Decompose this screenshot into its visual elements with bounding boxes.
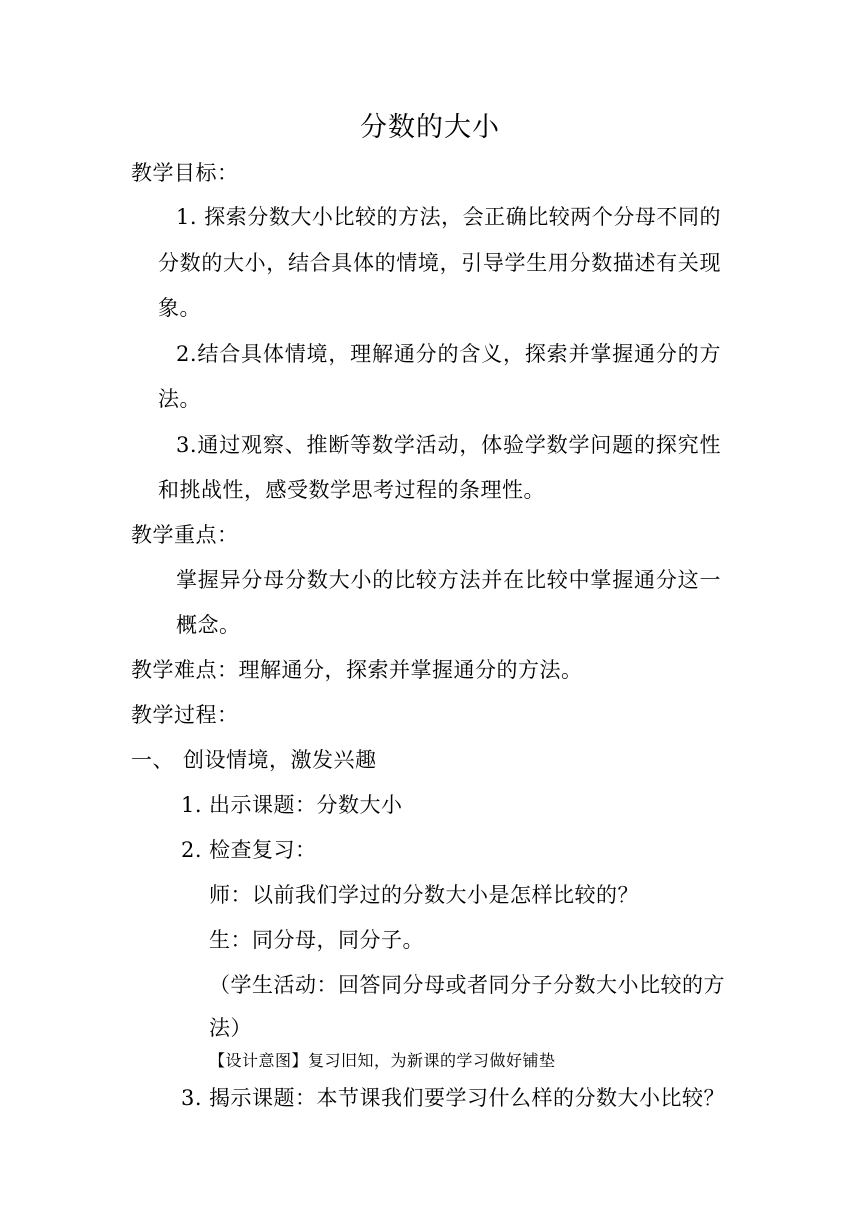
step-3-text: 揭示课题：本节课我们要学习什么样的分数大小比较？: [209, 1086, 725, 1110]
goal-1-line-1: 1. 探索分数大小比较的方法，会正确比较两个分母不同的: [176, 205, 721, 229]
key-point-line-1: 掌握异分母分数大小的比较方法并在比较中掌握通分这一: [176, 568, 721, 592]
section-1-title: 创设情境，激发兴趣: [183, 748, 377, 772]
goals-heading: 教学目标：: [131, 161, 239, 185]
step-3-number: 3.: [181, 1086, 203, 1110]
goal-1-line-3: 象。: [158, 296, 201, 320]
difficulty-line: 教学难点：理解通分，探索并掌握通分的方法。: [131, 658, 583, 682]
step-1-number: 1.: [181, 793, 203, 817]
student-answer: 生：同分母，同分子。: [209, 928, 424, 952]
teacher-question: 师：以前我们学过的分数大小是怎样比较的？: [209, 883, 639, 907]
design-intent-note: 【设计意图】复习旧知，为新课的学习做好铺垫: [209, 1051, 556, 1070]
goal-2-line-1: 2.结合具体情境，理解通分的含义，探索并掌握通分的方: [176, 342, 721, 366]
page-title: 分数的大小: [360, 112, 500, 143]
goal-2-line-2: 法。: [158, 387, 201, 411]
step-2-text: 检查复习：: [209, 838, 317, 862]
activity-line-1: （学生活动：回答同分母或者同分子分数大小比较的方: [209, 973, 725, 997]
step-2-number: 2.: [181, 838, 203, 862]
section-1-number: 一、: [131, 748, 174, 772]
process-heading: 教学过程：: [131, 703, 239, 727]
goal-1-line-2: 分数的大小，结合具体的情境，引导学生用分数描述有关现: [158, 251, 721, 275]
goal-3-line-1: 3.通过观察、推断等数学活动，体验学数学问题的探究性: [176, 433, 721, 457]
goal-3-line-2: 和挑战性，感受数学思考过程的条理性。: [158, 478, 545, 502]
key-point-line-2: 概念。: [176, 613, 241, 637]
step-1-text: 出示课题：分数大小: [209, 793, 403, 817]
key-point-heading: 教学重点：: [131, 523, 239, 547]
activity-line-2: 法）: [209, 1016, 252, 1040]
